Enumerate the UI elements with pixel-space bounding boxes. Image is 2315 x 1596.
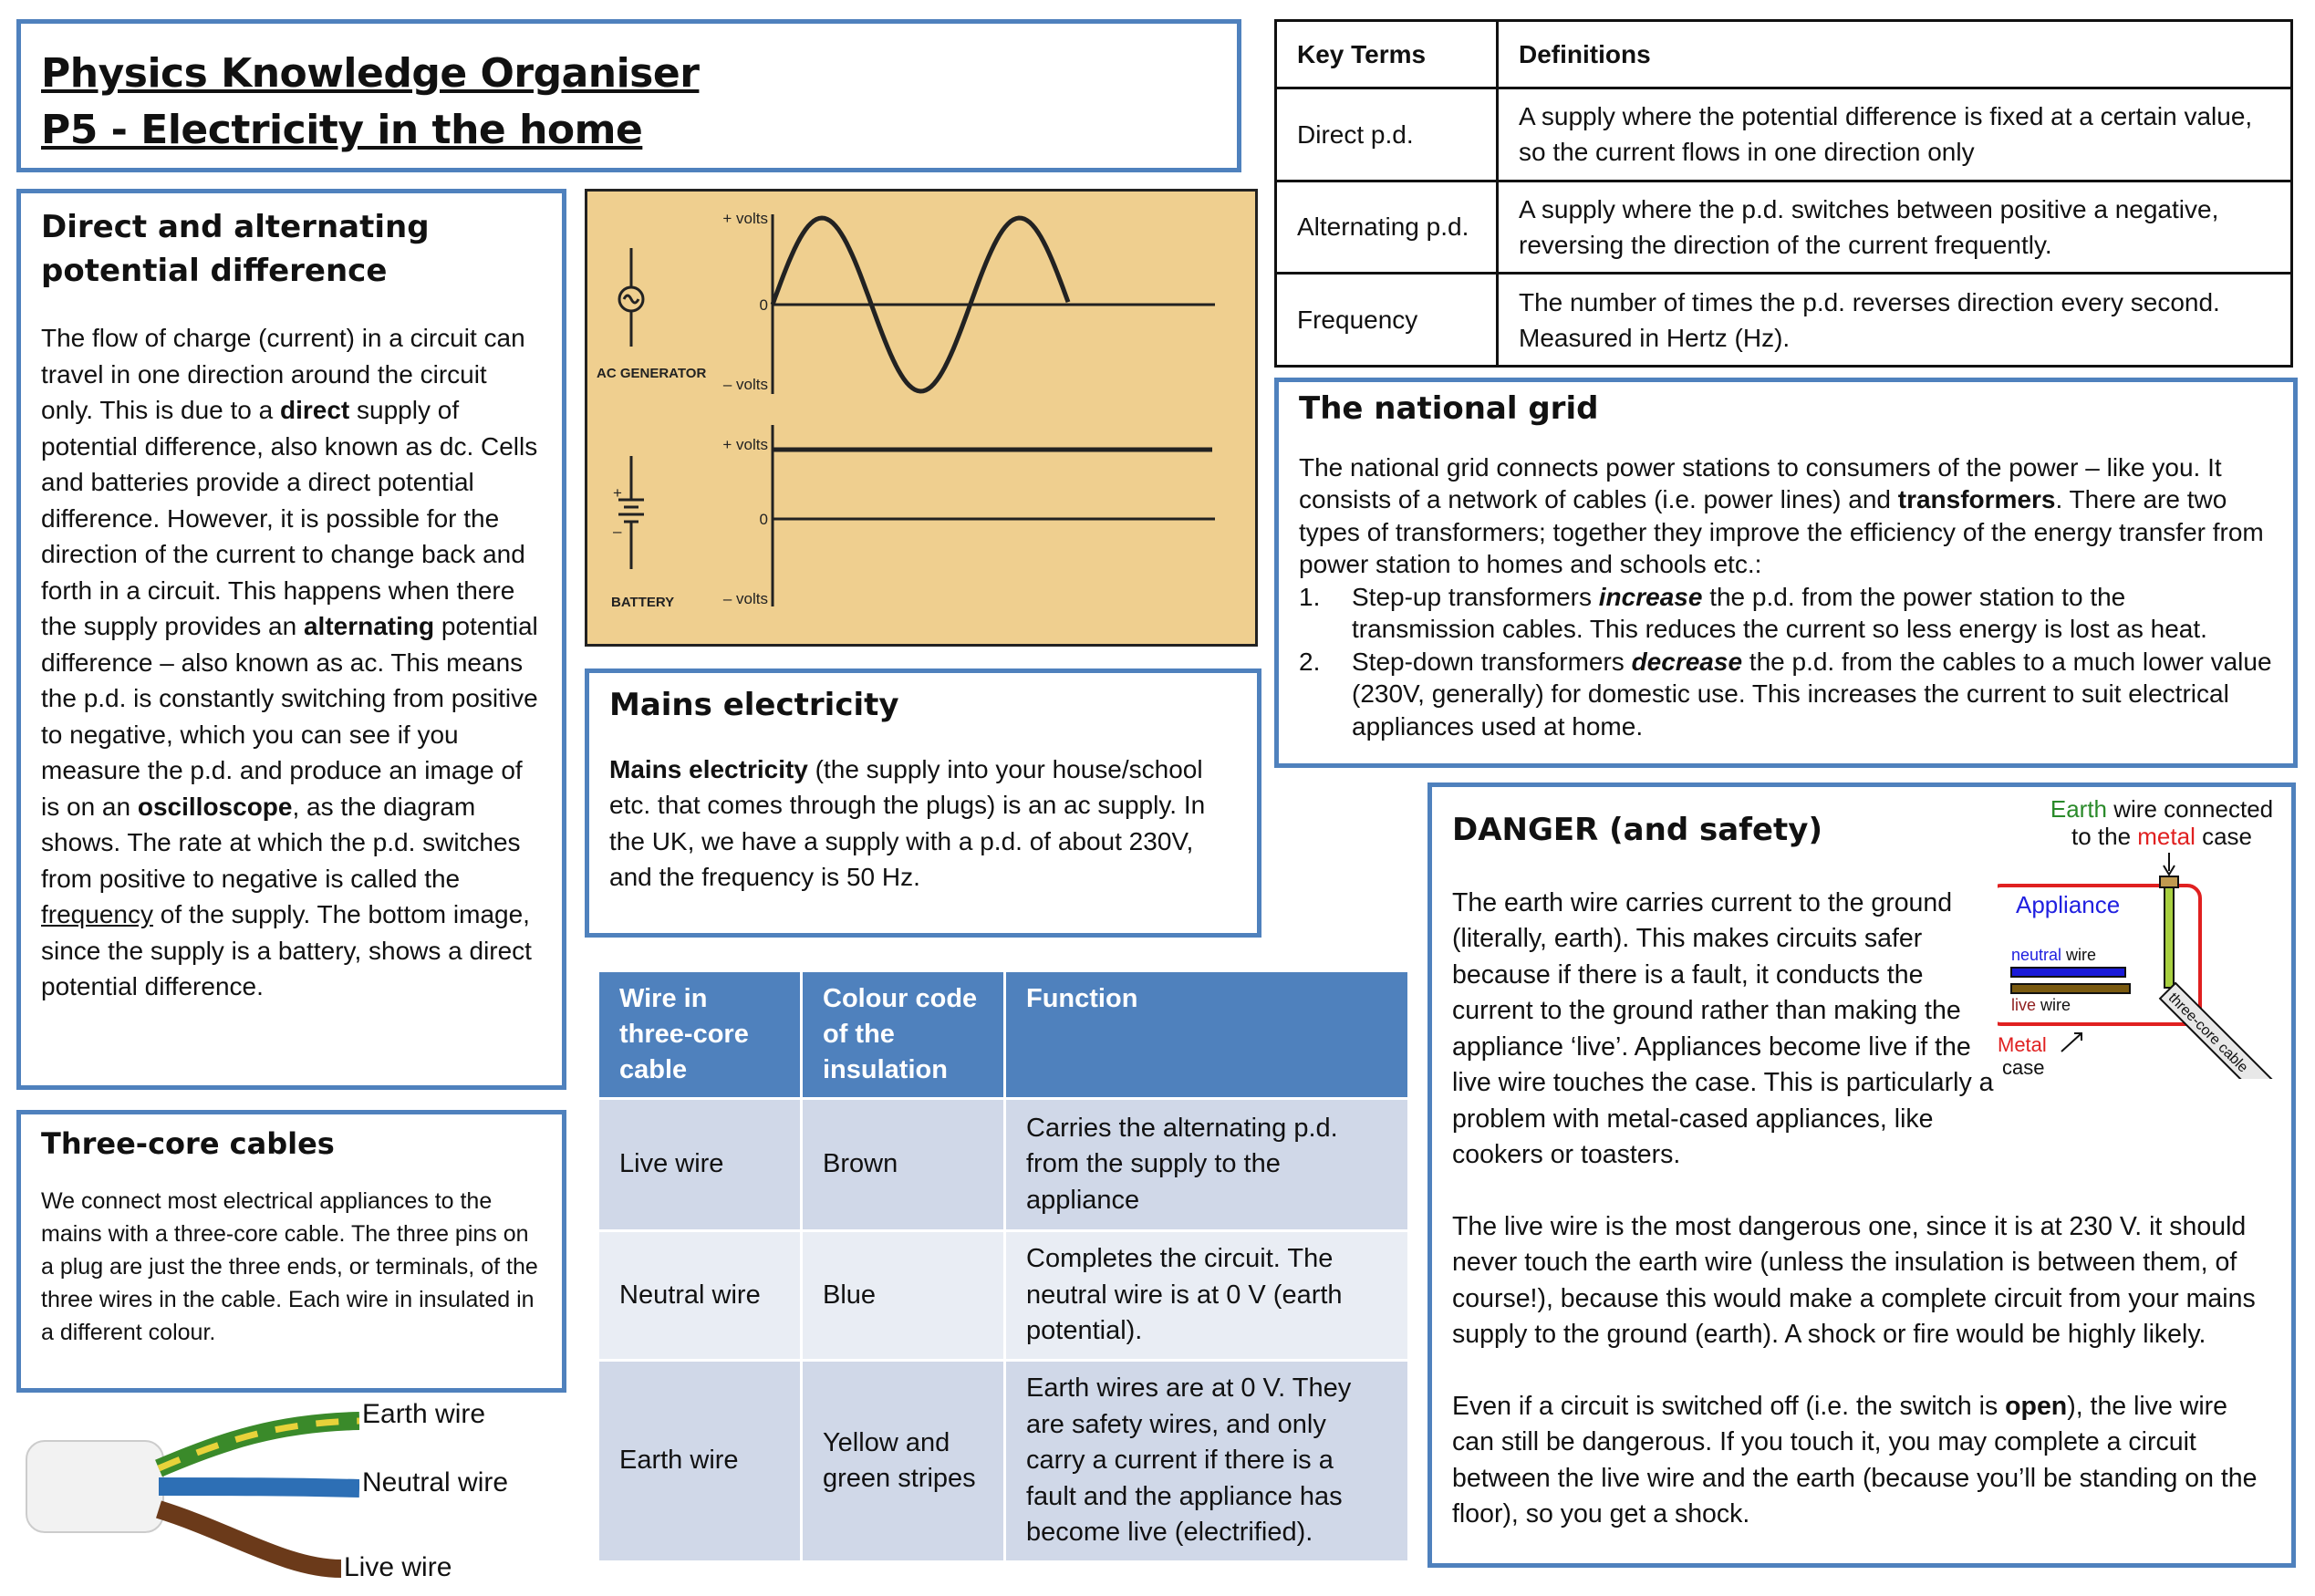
table-row — [598, 1361, 1409, 1562]
wire-name: Earth wire — [598, 1361, 802, 1562]
body-text: , as the diagram shows. The rate at which the p.d. switches from positive to negative is called the — [41, 792, 521, 893]
svg-text:case: case — [2002, 1056, 2045, 1079]
body-text: Step-up transformers — [1352, 582, 1599, 611]
body-text: Step-down transformers — [1352, 647, 1632, 676]
wire-colour: Brown — [802, 1099, 1005, 1231]
body-text: of the supply. The bottom image, since the supply is a battery, shows a direct potential difference. — [41, 900, 532, 1001]
term: Alternating p.d. — [1276, 181, 1498, 274]
header-wire: Wire in three-core cable — [598, 971, 802, 1099]
section-heading: Direct and alternating potential difference — [41, 209, 430, 289]
definition: A supply where the p.d. switches between positive a negative, reversing the direction of the current frequently. — [1498, 181, 2292, 274]
section-heading: Mains electricity — [609, 687, 899, 723]
body-text: The earth wire carries current to the ground (literally, earth). This makes circuits safer because if there is a fault, it conducts the current to the ground rather than making the appliance ‘live’. Appliances become live if the live wire touches the case. This is particularly a problem with metal-cased appliances, like cookers or toasters. — [1452, 887, 1994, 1170]
body-text: We connect most electrical appliances to the mains with a three-core cable. The three pins on a plug are just the three ends, or terminals, of the three wires in the cable. Each wire in insulated in a different colour. — [41, 1187, 538, 1345]
danger-paragraph-2 — [1452, 1209, 2271, 1353]
definition: The number of times the p.d. reverses direction every second. Measured in Hertz (Hz). — [1498, 274, 2292, 367]
ac-plus-volts: + volts — [722, 210, 768, 227]
svg-text:three-core cable: three-core cable — [2164, 990, 2251, 1076]
svg-text:live wire: live wire — [2011, 996, 2071, 1014]
section-heading: DANGER (and safety) — [1452, 812, 1822, 848]
title-line-1: Physics Knowledge Organiser — [41, 50, 700, 97]
battery-minus: – — [613, 523, 622, 540]
wire-colour: Yellow and green stripes — [802, 1361, 1005, 1562]
svg-text:to the metal case: to the metal case — [2071, 823, 2253, 850]
body-text: the p.d. from the cables to a much lower value (230V, generally) for domestic use. This increases the current to suit electrical appliances used at home. — [1352, 647, 2272, 741]
body-text: The national grid connects power stations to consumers of the power – like you. It consists of a network of cables (i.e. power lines) and — [1299, 452, 2222, 514]
emphasis-text: open — [2005, 1391, 2068, 1421]
ac-generator-label: AC GENERATOR — [597, 366, 707, 381]
wire-function: Earth wires are at 0 V. They are safety wires, and only carry a current if there is a fault and the appliance has become live (electrified). — [1005, 1361, 1409, 1562]
oscilloscope-diagram — [585, 189, 1258, 647]
header-function: Function — [1005, 971, 1409, 1099]
danger-paragraph-1 — [1452, 886, 1999, 1174]
table-row — [1276, 88, 2292, 181]
wire-function: Completes the circuit. The neutral wire is at 0 V (earth potential). — [1005, 1231, 1409, 1361]
transformer-list — [1299, 581, 2273, 743]
battery-plus: + — [613, 484, 622, 502]
body-text: Even if a circuit is switched off (i.e. the switch is — [1452, 1391, 2006, 1421]
table-row — [1276, 274, 2292, 367]
section-body — [1299, 451, 2273, 581]
section-heading: The national grid — [1299, 390, 1599, 427]
term: Direct p.d. — [1276, 88, 1498, 181]
table-header-row — [1276, 21, 2292, 88]
wire-colour: Blue — [802, 1231, 1005, 1361]
emphasis-text: decrease — [1631, 647, 1743, 676]
national-grid-section — [1274, 378, 2298, 768]
wire-function: Carries the alternating p.d. from the supply to the appliance — [1005, 1099, 1409, 1231]
title-line-2: P5 - Electricity in the home — [41, 107, 643, 153]
key-terms-table — [1274, 19, 2293, 368]
wire-name: Neutral wire — [598, 1231, 802, 1361]
header-colour: Colour code of the insulation — [802, 971, 1005, 1099]
oscilloscope-graphs — [587, 192, 1255, 644]
header-key-terms: Key Terms — [1276, 21, 1498, 88]
earth-wire-label: Earth wire — [362, 1399, 486, 1429]
title-box — [16, 19, 1241, 172]
list-text — [1352, 646, 2273, 743]
body-text: ), the live wire can still be dangerous. If you touch it, you may complete a circuit between the live wire and the earth (because you’ll be standing on the floor), so you get a shock. — [1452, 1391, 2258, 1529]
battery-label: BATTERY — [611, 595, 675, 610]
section-body — [41, 1185, 542, 1349]
emphasis-text: transformers — [1897, 485, 2056, 514]
ac-zero-label: 0 — [759, 296, 768, 314]
danger-paragraph-3 — [1452, 1389, 2271, 1533]
svg-text:Metal: Metal — [1998, 1033, 2047, 1056]
section-body — [609, 751, 1237, 896]
body-text: supply of potential difference, also known as dc. Cells and batteries provide a direct potential difference. However, it is possible for the direction of the current to change back and forth in a circuit. This happens when there the supply provides an — [41, 396, 538, 641]
live-wire-label: Live wire — [344, 1552, 452, 1582]
emphasis-text: direct — [280, 396, 350, 425]
dc-zero-label: 0 — [759, 511, 768, 528]
wire-name: Live wire — [598, 1099, 802, 1231]
body-text: . There are two types of transformers; together they improve the efficiency of the energy transfer from power station to homes and schools etc.: — [1299, 485, 2264, 579]
mains-electricity-section — [585, 668, 1261, 938]
list-item — [1299, 646, 2273, 743]
emphasis-text: frequency — [41, 900, 153, 929]
svg-text:Appliance: Appliance — [2016, 891, 2121, 918]
svg-text:Earth wire connected: Earth wire connected — [2050, 795, 2274, 823]
definition: A supply where the potential difference is fixed at a certain value, so the current flows in one direction only — [1498, 88, 2292, 181]
direct-alternating-section — [16, 189, 566, 1090]
list-number: 1. — [1299, 582, 1321, 611]
section-body — [41, 320, 542, 1005]
wire-colour-table — [597, 969, 1410, 1563]
emphasis-text: increase — [1598, 582, 1703, 611]
section-heading: Three-core cables — [41, 1126, 335, 1161]
danger-safety-section — [1427, 782, 2296, 1568]
table-row — [1276, 181, 2292, 274]
header-definitions: Definitions — [1498, 21, 2292, 88]
three-core-cable-image — [22, 1395, 542, 1591]
body-text: The flow of charge (current) in a circuit can travel in one direction around the circuit only. This is due to a — [41, 324, 525, 425]
emphasis-text: alternating — [303, 612, 435, 641]
body-text: the p.d. from the power station to the transmission cables. This reduces the current so less energy is lost as heat. — [1352, 582, 2207, 644]
earthed-appliance-diagram — [1998, 787, 2299, 1079]
list-item — [1299, 581, 2273, 646]
term: Frequency — [1276, 274, 1498, 367]
body-text: (the supply into your house/school etc. that comes through the plugs) is an ac supply. In the UK, we have a supply with a p.d. of about 230V, and the frequency is 50 Hz. — [609, 754, 1206, 892]
body-text: The live wire is the most dangerous one, since it is at 230 V. it should never touch the earth wire (unless the insulation is between them, of course!), because this would make a complete circuit from your mains supply to the ground (earth). A shock or fire would be highly likely. — [1452, 1211, 2256, 1350]
dc-minus-volts: – volts — [722, 590, 768, 607]
table-row — [598, 1231, 1409, 1361]
table-header-row — [598, 971, 1409, 1099]
list-number: 2. — [1299, 647, 1321, 676]
svg-text:neutral wire: neutral wire — [2011, 946, 2097, 964]
emphasis-text: oscilloscope — [137, 792, 293, 821]
body-text: potential difference – also known as ac. This means the p.d. is constantly switching from positive to negative, which you can see if you measure the p.d. and produce an image of is on an — [41, 612, 538, 821]
list-text — [1352, 581, 2273, 646]
dc-plus-volts: + volts — [722, 436, 768, 453]
emphasis-text: Mains electricity — [609, 754, 808, 783]
ac-minus-volts: – volts — [722, 376, 768, 393]
neutral-wire-label: Neutral wire — [362, 1467, 509, 1498]
three-core-cables-section — [16, 1110, 566, 1393]
table-row — [598, 1099, 1409, 1231]
